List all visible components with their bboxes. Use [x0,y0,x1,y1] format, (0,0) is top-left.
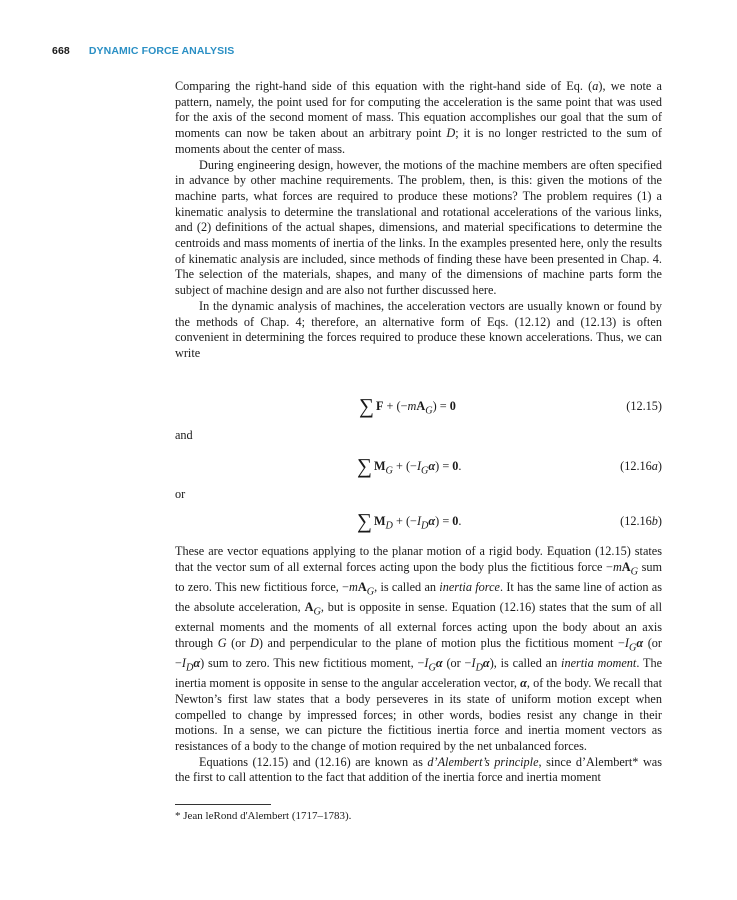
equation-12-16b [175,511,662,533]
equation-12-15 [175,396,662,418]
page-header [52,45,234,57]
footnote-rule [175,804,271,805]
equation-12-16a-number: (12.16a) [620,459,662,473]
equation-12-15-expression: ∑ $F + (-mA_G) = 0$ [359,394,456,418]
paragraph-1: Comparing the right-hand side of this equation with the right-hand side of Eq. (a), we note a pattern, namely, the point used for for computing the acceleration is the same point that was used for the axis of the second moment of mass. This equation accomplishes our goal that the sum of moments can now be taken about an arbitrary point D; it is no longer restricted to the sum of moments about the center of mass. [175,79,662,156]
paragraph-5: Equations (12.15) and (12.16) are known as d’Alembert’s principle, since d’Alembert* was the first to call attention to the fact that addition of the inertia force and inertia moment [175,754,662,785]
equation-12-16b-expression: ∑ $M_D + (-I_D\alpha) = 0$. [357,509,462,533]
equation-12-16a-expression: ∑ $M_G + (-I_G\alpha) = 0$. [357,454,462,478]
running-title: DYNAMIC FORCE ANALYSIS [88,45,235,57]
equation-12-16a [175,456,662,478]
paragraph-4: These are vector equations applying to the planar motion of a rigid body. Equation (12.15) states that the vector sum of all external forces acting upon the body plus the fictitious force $-mA_G$ sum to zero. This new fictitious force, $-mA_G$, is called an inertia force. It has the same line of action as the absolute acceleration, $A_G$, but is opposite in sense. Equation (12.16) states that the sum of all external moments and the moments of all external forces acting upon the body about an axis through G (or D) and perpendicular to the plane of motion plus the fictitious moment $-I_G\alpha$ $(or -I_D\alpha)$ sum to zero. This new fictitious moment, $-I_G\alpha$ $(or -I_D\alpha)$, is called an inertia moment. The inertia moment is opposite in sense to the angular acceleration vector, α, of the body. We recall that Newton’s first law states that a body perseveres in its state of uniform motion except when compelled to change by impressed forces; in other words, bodies resist any change in their motions. In a sense, we can picture the fictitious inertia force and inertia moment vectors as resistances of a body to the change of motion required by the net unbalanced forces. [175,544,663,753]
paragraph-3: In the dynamic analysis of machines, the acceleration vectors are usually known or found by the methods of Chap. 4; therefore, an alternative form of Eqs. (12.12) and (12.13) is often convenient in determining the forces required to produce these known accelerations. Thus, we can write [175,298,662,360]
paragraph-2: During engineering design, however, the motions of the machine members are often specified in advance by other machine requirements. The problem, then, is this: given the motions of the machine parts, what forces are required to produce these motions? The problem requires (1) a kinematic analysis to determine the translational and rotational accelerations of the various links, and (2) definitions of the actual shapes, dimensions, and material specifications to determine the centroids and mass moments of inertia of the links. In the examples presented here, only the results of kinematic analysis are included, since methods of finding these have been presented in Chap. 4. The selection of the materials, shapes, and many of the dimensions of machine parts form the subject of machine design and are also not further discussed here. [175,157,662,298]
body-text-lower [175,544,662,786]
equation-12-16b-number: (12.16b) [620,514,662,528]
equation-12-15-number: (12.15) [626,399,662,413]
connector-or: or [175,487,186,501]
footnote: * Jean leRond d'Alembert (1717–1783). [175,810,352,822]
body-text-upper [175,79,662,362]
page-number: 668 [52,45,70,57]
connector-and: and [175,428,193,442]
